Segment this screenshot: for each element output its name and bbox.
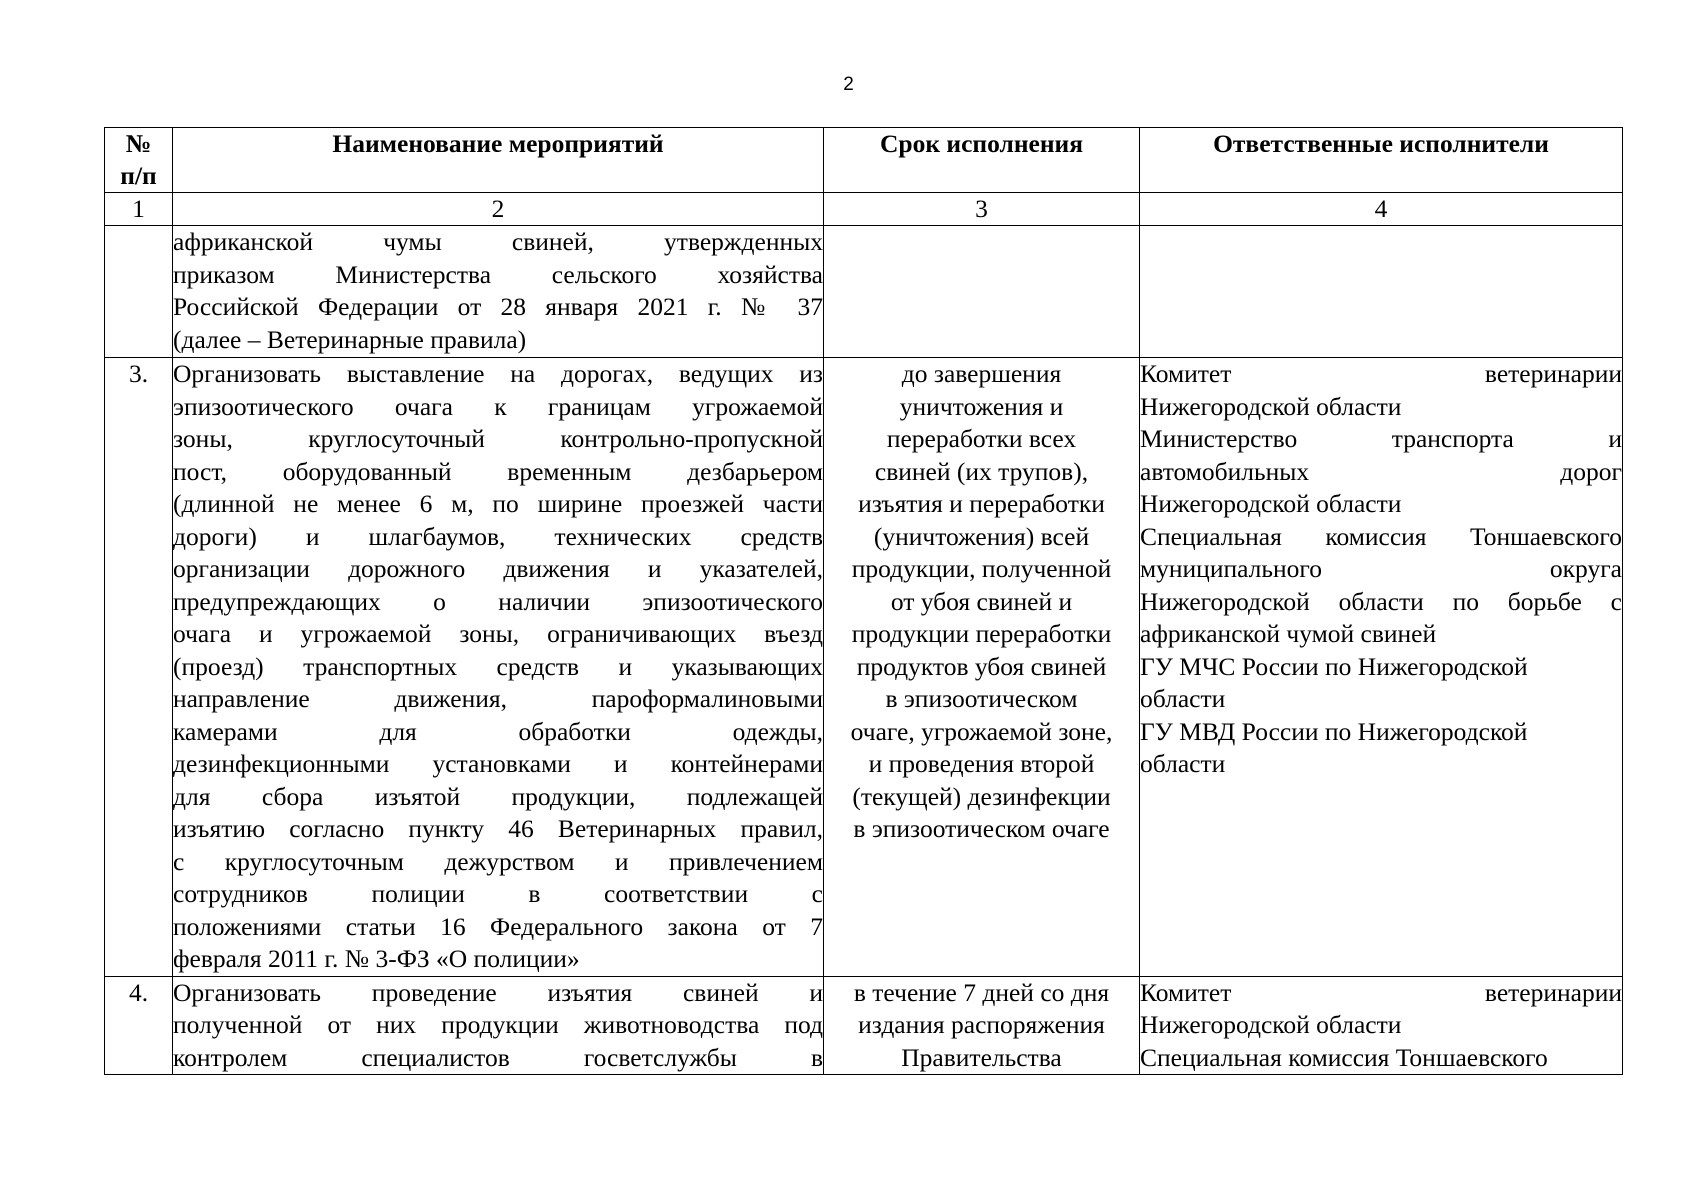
text-line: февраля 2011 г. № 3-ФЗ «О полиции» xyxy=(173,944,580,973)
executor-line: Нижегородской области по борьбе с xyxy=(1140,586,1622,616)
deadline-line: продукции переработки xyxy=(851,619,1112,648)
table-row-continuation xyxy=(105,226,1623,358)
header-executors: Ответственные исполнители xyxy=(1140,128,1623,193)
deadline-line: свиней (их трупов), xyxy=(874,456,1089,486)
text-line: эпизоотического очага к границам угрожаемой xyxy=(173,391,823,421)
deadline-line: издания распоряжения xyxy=(858,1010,1105,1039)
executor-line: Специальная комиссия Тоншаевского xyxy=(1140,1042,1548,1072)
executor-line: африканской чумой свиней xyxy=(1140,619,1437,648)
executor-line: Специальная комиссия Тоншаевского xyxy=(1140,521,1622,551)
deadline-line: переработки всех xyxy=(886,424,1077,453)
executor-line: Комитет ветеринарии xyxy=(1140,977,1622,1007)
text-line: дезинфекционными установками и контейнерами xyxy=(173,749,823,778)
deadline-cell xyxy=(824,226,1140,358)
deadline-line: Правительства xyxy=(901,1042,1062,1072)
deadline-line: (текущей) дезинфекции xyxy=(852,781,1111,811)
executor-line: Нижегородской области xyxy=(1140,391,1402,421)
row-number: 4. xyxy=(105,976,173,1075)
text-line: изъятию согласно пункту 46 Ветеринарных правил, xyxy=(173,814,823,843)
header-name: Наименование мероприятий xyxy=(173,128,824,193)
text-line: пост, оборудованный временным дезбарьером xyxy=(173,456,823,486)
deadline-line: изъятия и переработки xyxy=(858,489,1105,518)
text-line: Российской Федерации от 28 января 2021 г. № 37 xyxy=(173,292,823,321)
measure-text xyxy=(173,976,824,1075)
table-row xyxy=(105,976,1623,1075)
column-number: 2 xyxy=(173,193,824,226)
executor-line: автомобильных дорог xyxy=(1140,456,1622,486)
header-num xyxy=(105,128,173,193)
text-line: для сбора изъятой продукции, подлежащей xyxy=(173,781,823,811)
deadline-line: (уничтожения) всей xyxy=(873,521,1090,551)
text-line: (далее – Ветеринарные правила) xyxy=(173,324,527,354)
column-number: 3 xyxy=(824,193,1140,226)
deadline-line: в течение 7 дней со дня xyxy=(853,977,1110,1007)
text-line: Организовать проведение изъятия свиней и xyxy=(173,977,823,1007)
deadline-cell xyxy=(824,976,1140,1075)
row-number: 3. xyxy=(105,358,173,977)
executor-line: Нижегородской области xyxy=(1140,1010,1402,1039)
text-line: контролем специалистов госветслужбы в xyxy=(173,1042,823,1072)
text-line: (длинной не менее 6 м, по ширине проезжей части xyxy=(173,489,823,518)
text-line: приказом Министерства сельского хозяйства xyxy=(173,259,823,289)
column-number: 4 xyxy=(1140,193,1623,226)
header-row xyxy=(105,128,1623,193)
deadline-line: продукции, полученной xyxy=(851,554,1112,583)
text-line: очага и угрожаемой зоны, ограничивающих въезд xyxy=(173,619,823,648)
executor-line: области xyxy=(1140,684,1226,713)
text-line: африканской чумы свиней, утвержденных xyxy=(173,227,823,256)
header-deadline: Срок исполнения xyxy=(824,128,1140,193)
deadline-line: до завершения xyxy=(901,359,1062,388)
executors-cell xyxy=(1140,976,1623,1075)
text-line: положениями статьи 16 Федерального закона от 7 xyxy=(173,911,823,941)
text-line: дороги) и шлагбаумов, технических средств xyxy=(173,521,823,551)
executor-line: ГУ МВД России по Нижегородской xyxy=(1140,716,1528,746)
executor-line: Комитет ветеринарии xyxy=(1140,359,1622,388)
text-line: сотрудников полиции в соответствии с xyxy=(173,879,823,908)
column-number-row xyxy=(105,193,1623,226)
deadline-line: продуктов убоя свиней xyxy=(856,651,1107,681)
column-number: 1 xyxy=(105,193,173,226)
executor-line: муниципального округа xyxy=(1140,554,1622,583)
deadline-cell xyxy=(824,358,1140,977)
text-line: организации дорожного движения и указателей, xyxy=(173,554,823,583)
deadline-line: в эпизоотическом очаге xyxy=(853,814,1110,843)
text-line: камерами для обработки одежды, xyxy=(173,716,823,746)
table-row xyxy=(105,358,1623,977)
deadline-line: уничтожения и xyxy=(899,391,1064,421)
text-line: с круглосуточным дежурством и привлечением xyxy=(173,846,823,876)
deadline-line: в эпизоотическом xyxy=(885,684,1078,713)
measures-table xyxy=(104,127,1623,1075)
header-num-symbol: № xyxy=(125,129,152,158)
deadline-line: и проведения второй xyxy=(868,749,1095,778)
executor-line: области xyxy=(1140,749,1226,778)
text-line: зоны, круглосуточный контрольно-пропускной xyxy=(173,424,823,453)
deadline-line: от убоя свиней и xyxy=(890,586,1073,616)
deadline-line: очаге, угрожаемой зоне, xyxy=(850,716,1113,746)
executor-line: ГУ МЧС России по Нижегородской xyxy=(1140,651,1528,681)
executor-line: Нижегородской области xyxy=(1140,489,1402,518)
text-line: полученной от них продукции животноводства под xyxy=(173,1010,823,1039)
row-num-cell xyxy=(105,226,173,358)
text-line: направление движения, пароформалиновыми xyxy=(173,684,823,713)
executor-line: Министерство транспорта и xyxy=(1140,424,1622,453)
text-line: предупреждающих о наличии эпизоотического xyxy=(173,586,823,616)
executors-cell xyxy=(1140,226,1623,358)
header-num-abbr: п/п xyxy=(120,161,157,190)
text-line: Организовать выставление на дорогах, ведущих из xyxy=(173,359,823,388)
page-number: 2 xyxy=(843,74,854,95)
measure-text xyxy=(173,226,824,358)
executors-cell xyxy=(1140,358,1623,977)
text-line: (проезд) транспортных средств и указывающих xyxy=(173,651,823,681)
measure-text xyxy=(173,358,824,977)
